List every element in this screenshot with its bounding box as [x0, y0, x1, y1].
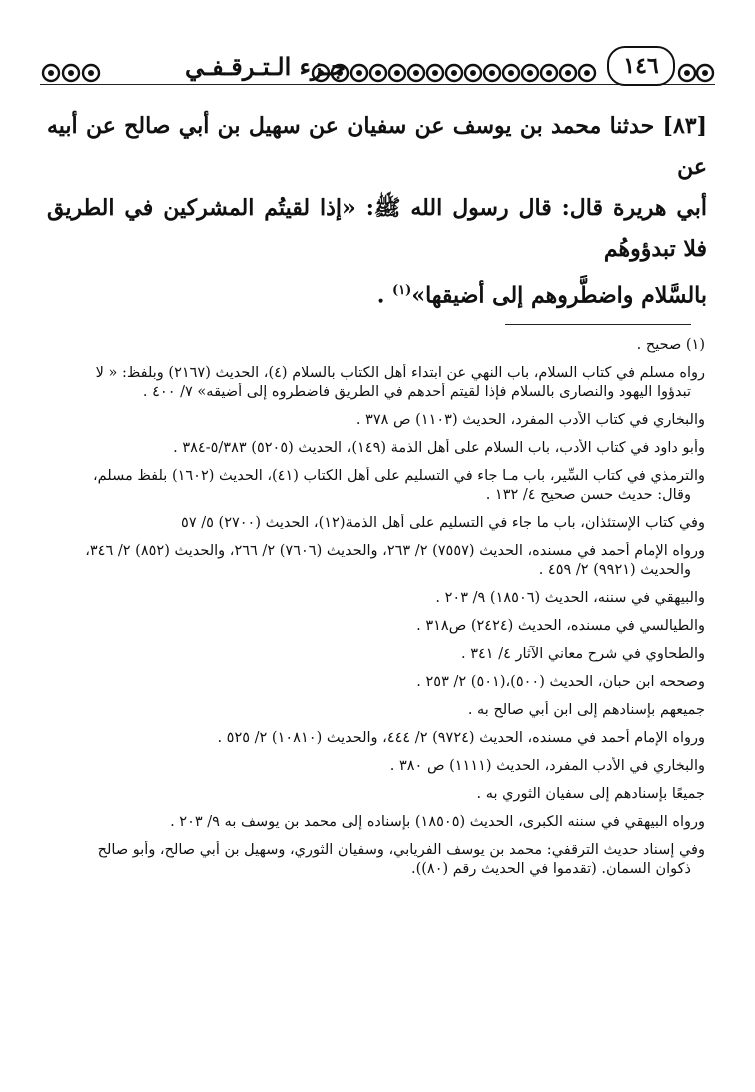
footnote-separator — [505, 324, 691, 325]
ornament-band-icon — [311, 58, 599, 84]
footnotes — [41, 336, 705, 879]
header-rule — [40, 84, 715, 85]
footnote-line: جميعًا بإسنادهم إلى سفيان الثوري به . — [476, 786, 705, 802]
footnote-line: والحديث (٩٩٢١) ٢/ ٤٥٩ . — [538, 562, 691, 578]
footnote-line: ورواه البيهقي في سننه الكبرى، الحديث (١٨٥٠٥) بإسناده إلى محمد بن يوسف به ٩/ ٢٠٣ . — [170, 814, 705, 830]
footnote-line: والبخاري في الأدب المفرد، الحديث (١١١١) ص ٣٨٠ . — [389, 758, 705, 774]
running-title: جـزء الـتـرقـفـي — [185, 52, 346, 81]
hadith-line-2: أبي هريرة قال: قال رسول الله ﷺ: «إذا لقيتُم المشركين في الطريق فلا تبدؤوهُم — [47, 195, 707, 262]
footnote-line: وفي كتاب الإستئذان، باب ما جاء في التسليم على أهل الذمة(١٢)، الحديث (٢٧٠٠) ٥/ ٥٧ — [181, 515, 705, 531]
hadith-line-3: بالسَّلام واضطَّروهم إلى أضيقها»$^{(١)}$ . — [376, 282, 707, 309]
ornament-right-icon — [677, 58, 715, 84]
footnote-line: رواه مسلم في كتاب السلام، باب النهي عن ابتداء أهل الكتاب بالسلام (٤)، الحديث (٢١٦٧) وبلفظ: « لا — [95, 365, 705, 381]
footnote-line: والبيهقي في سننه، الحديث (١٨٥٠٦) ٩/ ٢٠٣ . — [435, 590, 705, 606]
hadith-text — [47, 106, 707, 316]
footnote-line: ورواه الإمام أحمد في مسنده، الحديث (٩٧٢٤) ٢/ ٤٤٤، والحديث (١٠٨١٠) ٢/ ٥٢٥ . — [217, 730, 705, 746]
hadith-number: [٨٣] — [662, 113, 707, 139]
footnote-line: تبدؤوا اليهود والنصارى بالسلام فإذا لقيتم أحدهم في الطريق فاضطروه إلى أضيقه» ٧/ ٤٠٠ . — [142, 384, 691, 400]
footnote-line: وأبو داود في كتاب الأدب، باب السلام على أهل الذمة (١٤٩)، الحديث (٥٢٠٥) ٥/٣٨٣-٣٨٤ . — [173, 440, 705, 456]
running-header — [40, 42, 715, 94]
footnote-line: والترمذي في كتاب السِّير، باب مـا جاء في التسليم على أهل الكتاب (٤١)، الحديث (١٦٠٢) بلفظ مسلم، — [92, 468, 705, 484]
footnote-marker: (١) صحيح . — [636, 337, 705, 353]
hadith-line-1: [٨٣] حدثنا محمد بن يوسف عن سفيان عن سهيل بن أبي صالح عن أبيه عن — [47, 113, 707, 180]
footnote-line: وقال: حديث حسن صحيح ٤/ ١٣٢ . — [485, 487, 691, 503]
footnote-line: وصححه ابن حبان، الحديث (٥٠٠)،(٥٠١) ٢/ ٢٥٣ . — [416, 674, 705, 690]
footnote-line: والطيالسي في مسنده، الحديث (٢٤٢٤) ص٣١٨ . — [416, 618, 705, 634]
footnote-line: جميعهم بإسنادهم إلى ابن أبي صالح به . — [467, 702, 705, 718]
footnote-line: والطحاوي في شرح معاني الآثار ٤/ ٣٤١ . — [461, 646, 705, 662]
footnote-line: ذكوان السمان. (تقدموا في الحديث رقم (٨٠)). — [410, 861, 691, 877]
footnote-line: وفي إسناد حديث الترقفي: محمد بن يوسف الفريابي، وسفيان الثوري، وسهيل بن أبي صالح، وأبو صالح — [97, 842, 705, 858]
ornament-left-icon — [40, 58, 102, 84]
footnote-line: والبخاري في كتاب الأدب المفرد، الحديث (١١٠٣) ص ٣٧٨ . — [355, 412, 705, 428]
footnote-line: ورواه الإمام أحمد في مسنده، الحديث (٧٥٥٧) ٢/ ٢٦٣، والحديث (٧٦٠٦) ٢/ ٢٦٦، والحديث (٨٥٢) ٢/ ٣٤٦، — [85, 543, 705, 559]
page-number: ١٤٦ — [607, 46, 675, 86]
footnote-reference[interactable]: (١) — [392, 283, 412, 298]
